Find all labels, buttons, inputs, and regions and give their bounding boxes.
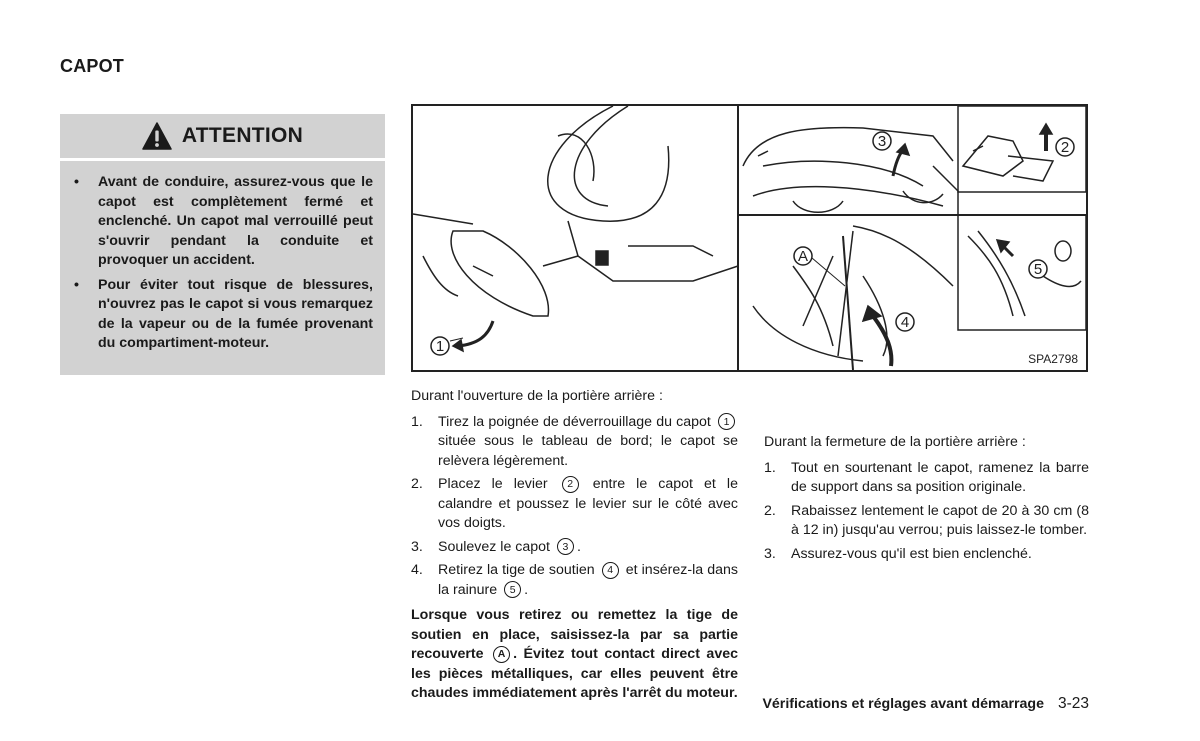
step-item	[411, 561, 738, 600]
column-left	[411, 387, 738, 710]
step-number: 2.	[764, 502, 776, 519]
step-item	[411, 538, 738, 558]
step-item	[411, 475, 738, 534]
callout-ref: A	[493, 646, 510, 663]
open-steps	[411, 413, 738, 601]
step-text: Rabaissez lentement le capot de 20 à 30 cm (8 à 12 in) jusqu'au verrou; puis laissez-le tomber.	[791, 502, 1089, 538]
attention-item-text: Avant de conduire, assurez-vous que le capot est complètement fermé et enclenché. Un capot mal verrouillé peut s'ouvrir pendant la conduite et provoquer un accident.	[98, 174, 373, 268]
bold-note	[411, 606, 738, 704]
callout-ref: 3	[557, 538, 574, 555]
footer-chapter: Vérifications et réglages avant démarrage	[762, 696, 1044, 712]
step-text: Assurez-vous qu'il est bien enclenché.	[791, 545, 1032, 562]
step-text: Soulevez le capot	[438, 538, 550, 555]
callout-2: 2	[1060, 139, 1070, 156]
step-text: Retirez la tige de soutien	[438, 562, 595, 578]
step-text: entre le capot et le calandre et poussez le levier sur le côté avec vos doigts.	[438, 476, 738, 531]
attention-list	[60, 161, 385, 354]
step-number: 2.	[411, 476, 423, 492]
page-footer	[700, 695, 1089, 713]
step-number: 1.	[411, 413, 423, 430]
column-right	[764, 387, 1089, 570]
attention-item	[74, 276, 373, 354]
step-item	[411, 413, 738, 472]
step-number: 3.	[411, 538, 423, 555]
callout-ref: 2	[562, 476, 579, 493]
callout-ref: 1	[718, 413, 735, 430]
illustration-drawing	[413, 106, 1086, 370]
callout-4: 4	[900, 314, 910, 331]
step-text: et insérez-la dans la rainure	[438, 562, 738, 598]
callout-ref: 5	[504, 581, 521, 598]
close-intro: Durant la fermeture de la portière arrière :	[764, 434, 1026, 450]
step-text: située sous le tableau de bord; le capot se relèvera légèrement.	[438, 433, 738, 469]
callout-1: 1	[435, 338, 445, 355]
warning-triangle-icon	[142, 122, 172, 150]
attention-item-text: Pour éviter tout risque de blessures, n'ouvrez pas le capot si vous remarquez de la vapeur ou de la fumée provenant du compartiment-moteur.	[98, 276, 373, 351]
attention-title: ATTENTION	[181, 124, 304, 147]
step-text: .	[524, 581, 529, 598]
attention-box	[60, 114, 385, 375]
step-number: 1.	[764, 459, 776, 476]
open-intro: Durant l'ouverture de la portière arrière :	[411, 388, 663, 404]
attention-item	[74, 173, 373, 271]
step-text: Tirez la poignée de déverrouillage du capot	[438, 413, 711, 430]
step-item	[764, 459, 1089, 498]
bold-note-text: Lorsque vous retirez ou remettez la tige de soutien en place, saisissez-la par sa partie recouverte	[411, 607, 738, 662]
attention-header	[60, 114, 385, 161]
bullet: •	[74, 276, 79, 293]
step-text: Tout en sourtenant le capot, ramenez la barre de support dans sa position originale.	[791, 459, 1089, 495]
bullet: •	[74, 174, 79, 190]
step-item	[764, 502, 1089, 541]
step-text: Placez le levier	[438, 476, 548, 492]
step-number: 4.	[411, 562, 423, 578]
hood-illustration	[411, 104, 1088, 372]
close-steps	[764, 459, 1089, 565]
callout-ref: 4	[602, 562, 619, 579]
callout-5: 5	[1033, 261, 1043, 278]
figure-code: SPA2798	[1028, 352, 1078, 366]
section-title: CAPOT	[60, 56, 124, 76]
step-number: 3.	[764, 545, 776, 562]
callout-3: 3	[877, 133, 887, 150]
step-text: .	[576, 538, 581, 555]
callout-A: A	[797, 248, 809, 265]
step-item	[764, 545, 1089, 565]
page-number: 3-23	[1057, 695, 1089, 712]
bold-note-text: . Évitez tout contact direct avec les pièces métalliques, car elles peuvent être chaudes immédiatement après l'arrêt du moteur.	[411, 646, 738, 701]
